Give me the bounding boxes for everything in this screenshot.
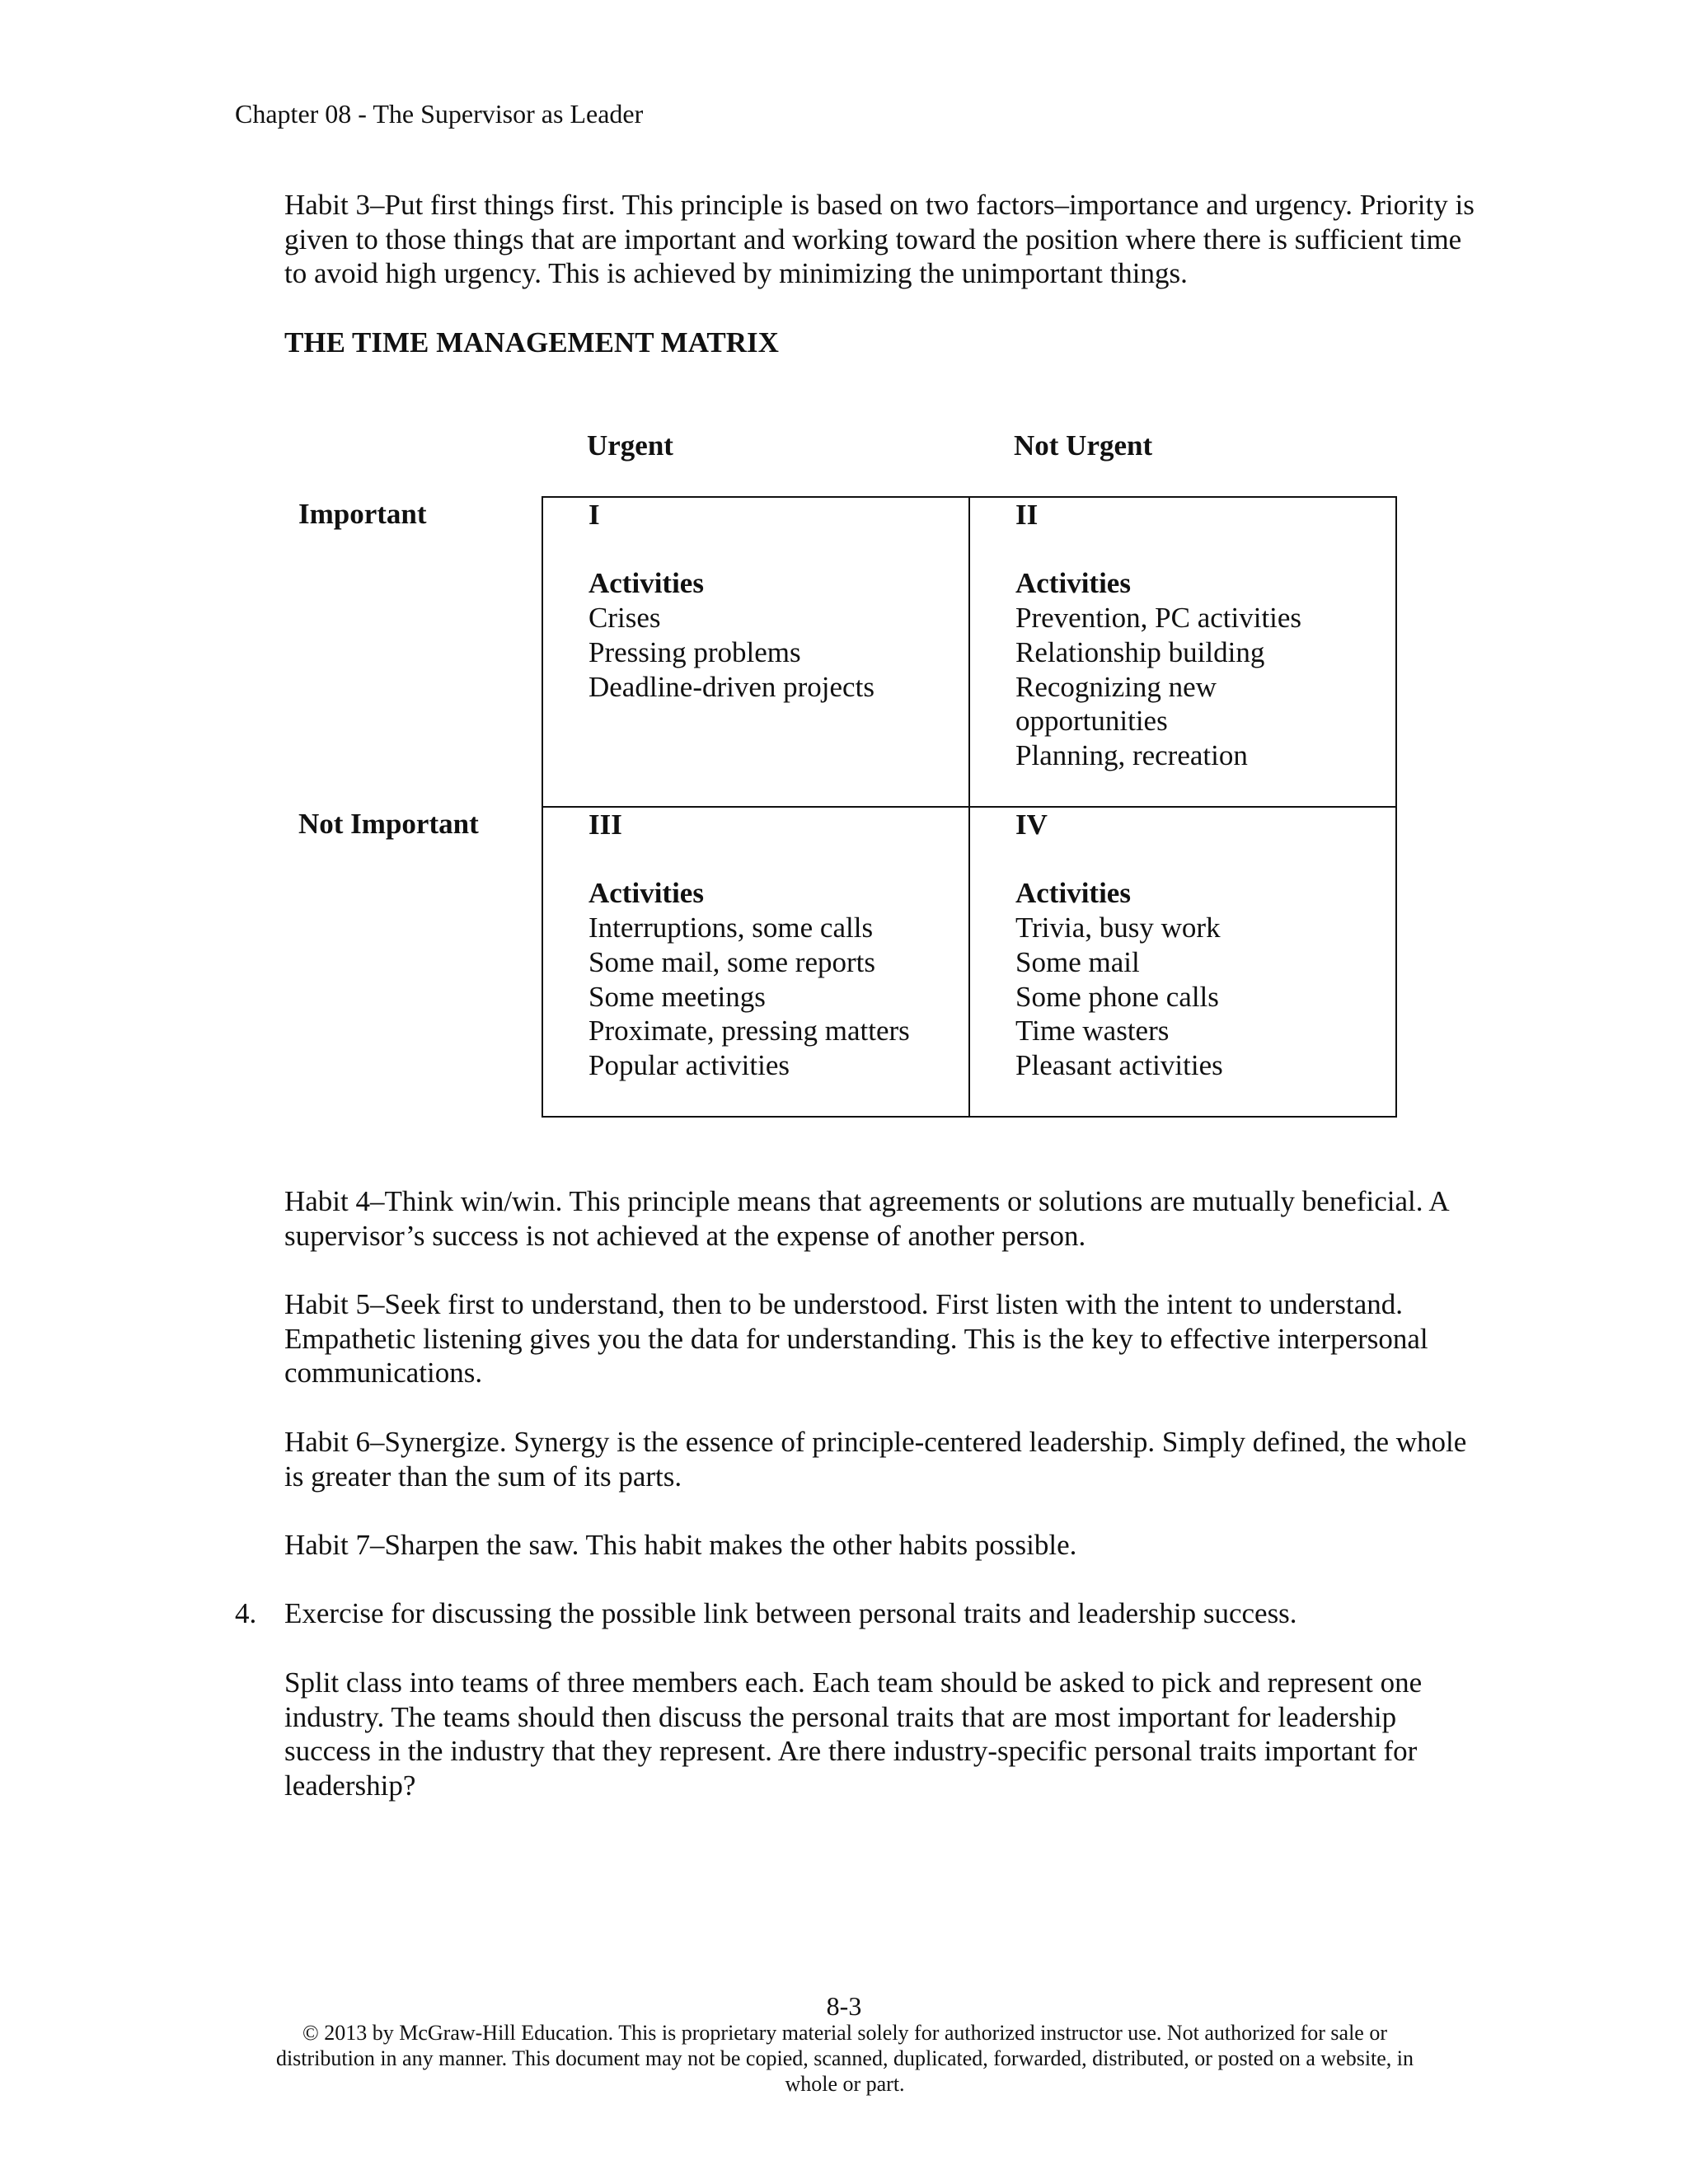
copyright-line-3: whole or part.: [785, 2072, 905, 2096]
page-number: 8-3: [826, 1991, 862, 2021]
quadrant-item: Pleasant activities: [1015, 1048, 1223, 1081]
column-label-not-urgent: Not Urgent: [1014, 429, 1153, 462]
matrix-quadrant-1: [542, 496, 970, 808]
list-item-4-text: Exercise for discussing the possible link between personal traits and leadership success.: [284, 1597, 1297, 1629]
quadrant-item: Crises: [588, 602, 661, 635]
quadrant-item: opportunities: [1015, 705, 1168, 738]
matrix-quadrant-2: [968, 496, 1397, 808]
list-item-4-detail: Split class into teams of three members each. Each team should be asked to pick and represent one industry. The teams should then discuss the personal traits that are most important for leadership success in the industry that they represent. Are there industry-specific personal traits important for leadership?: [284, 1666, 1423, 1802]
quadrant-item: Time wasters: [1015, 1015, 1170, 1047]
quadrant-number: IV: [1015, 808, 1048, 841]
running-header: Chapter 08 - The Supervisor as Leader: [235, 99, 644, 129]
copyright-line-2: distribution in any manner. This document may not be copied, scanned, duplicated, forwarded, distributed, or posted on a website, in: [275, 2046, 1414, 2070]
matrix-quadrant-3: [542, 806, 970, 1118]
quadrant-item: Popular activities: [588, 1048, 790, 1081]
column-label-urgent: Urgent: [587, 429, 673, 462]
matrix-quadrant-4: [968, 806, 1397, 1118]
quadrant-item: Some meetings: [588, 980, 766, 1013]
row-label-important: Important: [298, 498, 427, 530]
quadrant-item: Pressing problems: [588, 635, 801, 668]
quadrant-number: I: [588, 499, 600, 531]
copyright-line-1: © 2013 by McGraw-Hill Education. This is proprietary material solely for authorized instructor use. Not authorized for sale or: [302, 2021, 1388, 2045]
quadrant-item: Relationship building: [1015, 635, 1265, 668]
quadrant-item: Interruptions, some calls: [588, 912, 874, 944]
quadrant-heading: Activities: [588, 877, 704, 910]
quadrant-item: Some phone calls: [1015, 980, 1219, 1013]
quadrant-number: III: [588, 808, 622, 841]
quadrant-heading: Activities: [1015, 567, 1131, 600]
quadrant-item: Recognizing new: [1015, 670, 1217, 703]
quadrant-item: Proximate, pressing matters: [588, 1015, 910, 1047]
quadrant-item: Prevention, PC activities: [1015, 602, 1302, 635]
paragraph-habit-6: Habit 6–Synergize. Synergy is the essence of principle-centered leadership. Simply defined, the whole is greater than the sum of its parts.: [284, 1426, 1467, 1493]
row-label-not-important: Not Important: [298, 808, 479, 840]
quadrant-number: II: [1015, 499, 1039, 531]
paragraph-habit-7: Habit 7–Sharpen the saw. This habit makes the other habits possible.: [284, 1529, 1077, 1561]
quadrant-item: Deadline-driven projects: [588, 670, 874, 703]
quadrant-item: Some mail: [1015, 945, 1140, 978]
list-item-number: 4.: [235, 1597, 257, 1629]
paragraph-habit-4: Habit 4–Think win/win. This principle means that agreements or solutions are mutually beneficial. A supervisor’s success is not achieved at the expense of another person.: [284, 1185, 1448, 1252]
matrix-heading: THE TIME MANAGEMENT MATRIX: [284, 326, 779, 359]
quadrant-item: Some mail, some reports: [588, 945, 876, 978]
quadrant-item: Planning, recreation: [1015, 738, 1248, 771]
paragraph-habit-5: Habit 5–Seek first to understand, then to be understood. First listen with the intent to understand. Empathetic listening gives you the data for understanding. This is the key to effective interpersonal communications.: [284, 1288, 1428, 1390]
time-management-matrix: [542, 496, 1398, 1118]
quadrant-heading: Activities: [588, 567, 704, 600]
quadrant-heading: Activities: [1015, 877, 1131, 910]
quadrant-item: Trivia, busy work: [1015, 912, 1221, 944]
paragraph-habit-3: Habit 3–Put first things first. This principle is based on two factors–importance and urgency. Priority is given to those things that are important and working toward the position where there is sufficient time to avoid high urgency. This is achieved by minimizing the unimportant things.: [284, 189, 1475, 290]
